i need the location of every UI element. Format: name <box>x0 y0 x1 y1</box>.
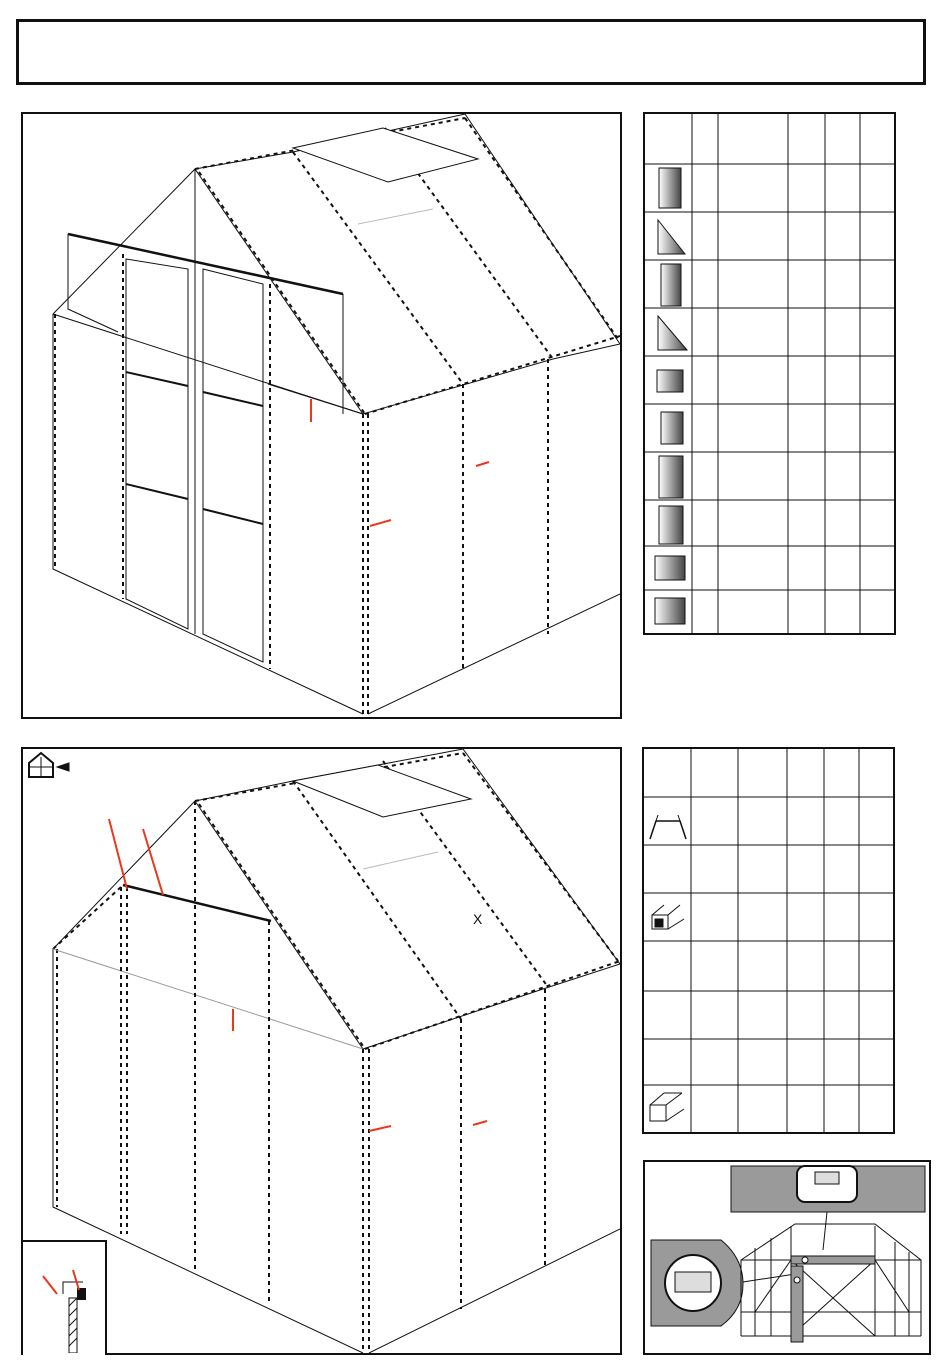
eave-beam <box>365 961 620 1049</box>
parts-table-2-grid <box>644 749 893 1132</box>
square-profile-icon <box>659 168 681 208</box>
door-bar <box>203 392 263 406</box>
roof-window-bar <box>363 852 438 869</box>
door-left <box>126 259 188 629</box>
mark-x: X <box>473 911 483 927</box>
callout-line <box>370 520 391 526</box>
left-gable-edge <box>195 169 363 414</box>
square-profile-icon <box>655 598 685 624</box>
spring-clip-icon <box>650 821 686 839</box>
triangle-profile-icon <box>658 220 685 254</box>
left-gable-edge <box>195 801 363 1049</box>
door-bar <box>126 484 188 499</box>
tall-profile-icon <box>659 506 683 544</box>
profile-end-icon <box>650 1093 684 1121</box>
side-bottom-edge <box>369 1229 620 1353</box>
callout-line <box>73 1270 79 1290</box>
roof-window <box>293 128 478 182</box>
rafter <box>199 804 365 1049</box>
parts-table-2 <box>642 747 895 1134</box>
front-bottom-edge <box>53 314 363 714</box>
roof-window-bar <box>358 209 433 224</box>
square-profile-icon <box>657 370 683 392</box>
roof-window <box>293 765 471 817</box>
square-profile-icon <box>655 556 685 580</box>
cross-beam <box>68 234 343 294</box>
callout-line <box>143 829 163 895</box>
rafter <box>465 118 618 339</box>
callout-line <box>43 1276 57 1294</box>
level-illustration-drawing <box>645 1162 929 1353</box>
square-profile-icon <box>661 412 683 444</box>
side-bottom-edge <box>368 594 620 714</box>
callout-line <box>473 1121 487 1125</box>
diagram-panel-2 <box>21 747 622 1355</box>
gable-bracket <box>68 234 118 332</box>
gable-rail <box>268 384 363 414</box>
door-bar <box>126 372 188 386</box>
inset-detail <box>23 1240 107 1355</box>
bubble <box>815 1172 839 1184</box>
callout-line <box>476 462 489 466</box>
triangle-profile-icon <box>658 316 687 350</box>
door-bar <box>203 509 263 524</box>
diagram-panel-1 <box>21 112 622 719</box>
gable-rafter <box>53 887 121 949</box>
callout-line <box>109 819 127 889</box>
greenhouse-frame-outline <box>741 1224 921 1336</box>
greenhouse-diagram-1 <box>23 114 620 717</box>
bolt-in-profile-icon <box>652 905 684 929</box>
callout-line <box>369 1126 391 1131</box>
parts-table-1-grid <box>645 114 894 633</box>
level-illustration <box>643 1160 931 1355</box>
gable-cross-beam <box>123 885 271 921</box>
inset-detail-drawing <box>23 1242 103 1353</box>
tall-profile-icon <box>659 456 683 498</box>
greenhouse-diagram-2 <box>23 749 620 1353</box>
parts-table-1 <box>643 112 896 635</box>
tall-profile-icon <box>661 264 681 306</box>
door-right <box>203 269 263 662</box>
bubble <box>675 1272 711 1292</box>
front-top-edge <box>53 949 363 1049</box>
house-view-icon <box>29 753 69 777</box>
title-box <box>16 19 926 85</box>
